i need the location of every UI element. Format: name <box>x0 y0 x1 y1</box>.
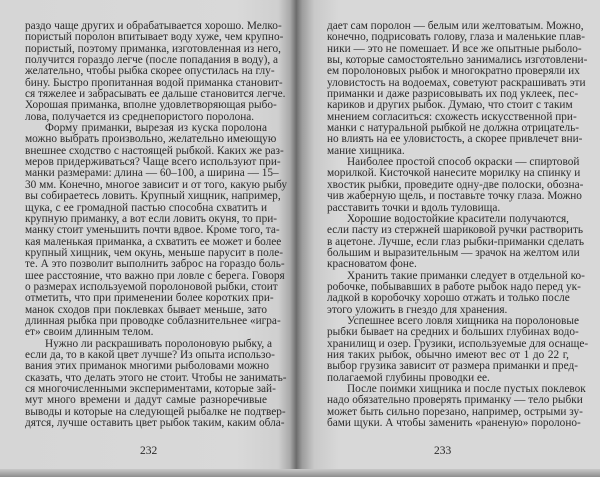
text-line: раздо чаще других и обрабатывается хорошо. Мелко- <box>25 20 282 32</box>
text-line: робочке, побывавших в работе рыбок надо перед ук- <box>327 280 581 293</box>
text-line: щука, с ее громадной пастью способна схватить и <box>25 201 267 214</box>
text-line: уловистость на водоемах, советуют раскрашивать эти <box>327 76 586 89</box>
text-line: выбор грузика зависит от размера приманки и пред- <box>327 360 578 373</box>
right-page <box>296 0 600 477</box>
text-line: 30 мм. Конечно, многое зависит и от того, какую рыбу <box>25 178 287 191</box>
text-line: После поимки хищника и после пустых поклевок <box>347 383 586 395</box>
paragraph <box>327 383 586 430</box>
text-line: красноватом фоне. <box>327 258 417 271</box>
text-line: в ацетоне. Лучше, если глаз рыбки-приманки сделать <box>327 235 584 248</box>
text-line: выводы и которые на следующей рыбалке не подтвер- <box>25 405 286 418</box>
text-line: Хранить такие приманки следует в отдельной ко- <box>347 269 585 282</box>
text-line: хвостик рыбки, проведите одну-две полоски, обозна- <box>327 178 584 191</box>
text-line: может быть сильно порезано, например, острыми зу- <box>327 405 583 418</box>
text-line: Хорошие водостойкие красители получаются, <box>347 212 569 225</box>
page-body <box>327 20 589 430</box>
text-line: полагаемой глубины проводки ее. <box>327 371 490 384</box>
text-line: ники — это не помешает. И все же опытные рыболо- <box>327 42 582 55</box>
text-line: ния таких рыбок, обычно имеют вес от 1 до 22 г, <box>327 348 569 361</box>
text-line: ем поролоновых рыбок и многократно проверяли их <box>327 65 580 78</box>
paragraph <box>327 156 584 214</box>
paragraph <box>327 212 584 271</box>
text-line: но влиять на ее уловистость, а скорее привлечет вни- <box>327 133 583 146</box>
text-line: Наиболее простой способ окраски — спиртовой <box>347 156 580 169</box>
text-line: ся многочисленными экспериментами, которые зай- <box>25 383 276 395</box>
text-line: кариков и других рыбок. Думаю, что стоит с таким <box>327 99 573 112</box>
page-number: 233 <box>434 445 452 457</box>
text-line: мание хищника. <box>327 144 405 157</box>
text-line: манки размерами: длина — 60–100, а ширина — 15– <box>25 167 279 180</box>
text-line: о размерах используемой поролоновой рыбки, стоит <box>25 280 278 293</box>
text-line: вы собираетесь ловить. Крупный хищник, например, <box>25 190 281 203</box>
text-line: рыбки бывает на средних и больших глубинах водо- <box>327 326 579 339</box>
text-line: пористый, поэтому приманка, изготовленная из него, <box>25 42 281 55</box>
text-line: дает сам поролон — белым или желтоватым. Можно, <box>327 20 584 32</box>
text-line: хранилищ и озер. Грузики, используемые для оснаще- <box>327 337 589 350</box>
text-line: дятся, лучше оставить цвет рыбок таким, каким обла- <box>25 417 285 430</box>
text-line: конечно, подрисовать голову, глаза и маленькие плав- <box>327 31 585 44</box>
text-line: ся тяжелее и забрасывать ее дальше становится легче. <box>25 88 286 101</box>
text-line: чив жаберную щель, и поставьте точку глаза. Можно <box>327 190 582 203</box>
text-line: манку стоит уменьшить почти вдвое. Кроме того, та- <box>25 224 280 237</box>
text-line: отметить, что при применении более коротких при- <box>25 292 274 305</box>
text-line: морилкой. Кисточкой нанесите морилку на спинку и <box>327 167 581 180</box>
text-line: Нужно ли раскрашивать поролоновую рыбку, а <box>45 337 273 350</box>
text-line: надо обязательно проверять приманку — тело рыбки <box>327 394 583 407</box>
text-line: расставить точки и вдоль туловища. <box>327 201 501 214</box>
text-line: мут много времени и дадут самые разноречивые <box>25 394 267 407</box>
text-line: меров придерживаться? Чаще всего используют при- <box>25 156 281 169</box>
text-line: вания этих приманок многими рыболовами можно <box>25 360 269 373</box>
text-line: кая маленькая приманка, а схватить ее может и более <box>25 235 282 248</box>
text-line: бину. Быстро пропитанная водой приманка становит- <box>25 76 283 89</box>
text-line: этого уложить в гнездо для хранения. <box>327 303 508 316</box>
text-line: Хорошая приманка, вполне удовлетворяющая рыбо- <box>25 99 277 112</box>
text-line: можно выбрать произвольно, желательно имеющую <box>25 133 277 146</box>
text-line: бами щуки. А чтобы заменить «раненую» поролоно- <box>327 417 581 430</box>
left-page <box>0 0 296 477</box>
text-line: приманки и даже разрисовывать их под уклеек, пес- <box>327 88 579 101</box>
paragraph <box>327 20 588 157</box>
paragraph <box>25 122 287 339</box>
scan-edge <box>0 469 600 477</box>
text-line: длинная рыбка при проводке соблазнительнее «игра- <box>25 314 281 327</box>
text-line: ладкой в коробочку хорошо отжать и только после <box>327 292 570 305</box>
text-line: те. А это позволит выполнить заброс на гораздо боль- <box>25 258 285 271</box>
text-line: крупный хищник, чем окунь, меньше парусит в поле- <box>25 246 283 259</box>
paragraph <box>327 314 589 384</box>
text-line: мнением согласиться: схожесть искусственной при- <box>327 110 577 123</box>
text-line: если пасту из стержней шариковой ручки растворить <box>327 224 584 237</box>
text-line: лова, получается из среднепористого поролона. <box>25 110 255 123</box>
text-line: желательно, чтобы рыбка скорее опустилась на глу- <box>25 65 275 78</box>
text-line: крупную приманку, а вот если ловить окуня, то при- <box>25 212 278 225</box>
text-line: вы, которые самостоятельно занимались изготовлени- <box>327 54 588 67</box>
text-line: внешнее сходство с настоящей рыбкой. Каких же раз- <box>25 144 284 157</box>
page-body <box>25 20 287 430</box>
text-line: манки с натуральной рыбкой не должна отрицатель- <box>327 122 580 135</box>
text-line: Форму приманки, вырезая из куска поролона <box>45 122 267 135</box>
text-line: пористый поролон впитывает воду хуже, чем крупно- <box>25 31 284 44</box>
paragraph <box>327 269 585 316</box>
text-line: большим и выразительным — зрачок на желтом или <box>327 246 580 259</box>
paragraph <box>25 20 286 123</box>
text-line: если да, то в какой цвет лучше? Из опыта использо- <box>25 348 275 361</box>
paragraph <box>25 337 287 430</box>
page-number: 232 <box>140 445 158 457</box>
text-line: получится гораздо легче (после попадания в воду), а <box>25 54 279 67</box>
text-line: ет» своим длинным телом. <box>25 326 154 339</box>
text-line: сказать, что делать этого не стоит. Чтобы не занимать- <box>25 371 287 384</box>
text-line: шее расстояние, что важно при ловле с берега. Говоря <box>25 269 285 282</box>
text-line: манок сходов при поклевках бывает меньше, зато <box>25 303 267 316</box>
text-line: Успешнее всего ловля хищника на поролоновые <box>347 314 579 327</box>
